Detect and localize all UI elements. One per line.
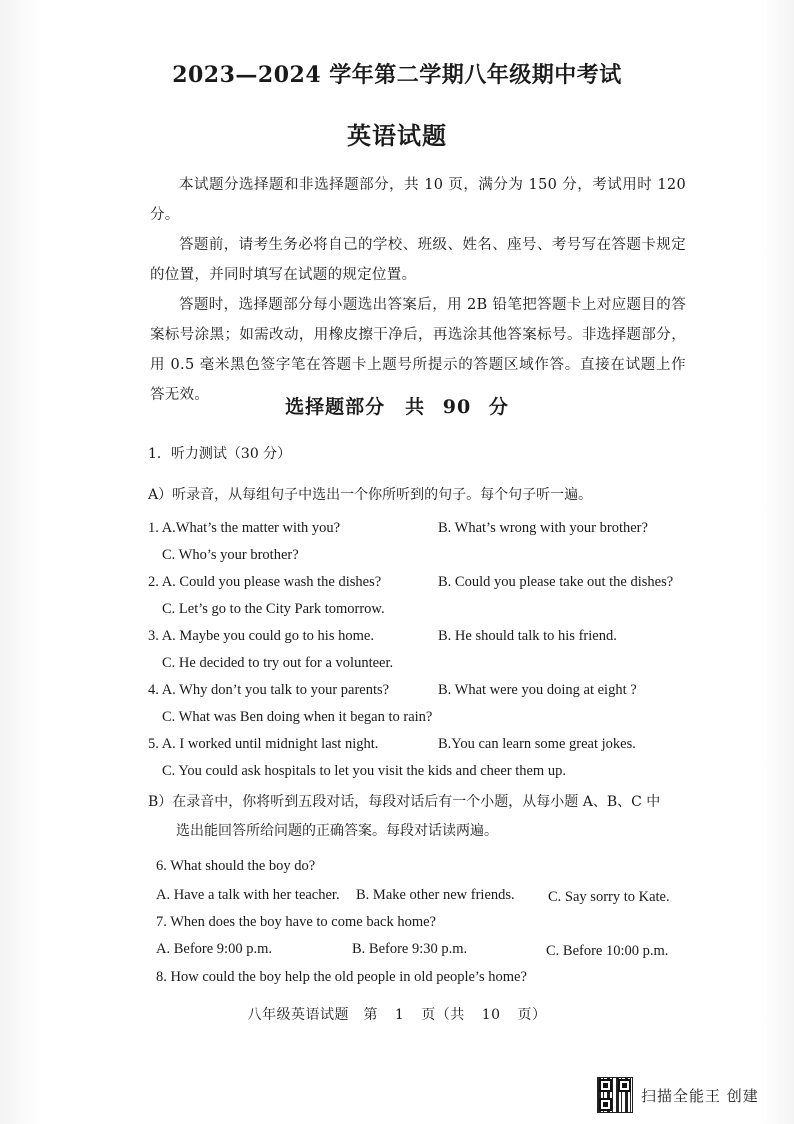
question-4-option-c: C. What was Ben doing when it began to rain? — [162, 709, 433, 725]
question-7-stem: 7. When does the boy have to come back home? — [156, 914, 436, 930]
instruction-paragraph: 答题时，选择题部分每小题选出答案后，用 2B 铅笔把答题卡上对应题目的答案标号涂黑；如需改动，用橡皮擦干净后，再选涂其他答案标号。非选择题部分，用 0.5 毫米黑色签字笔在答题卡上题号所提示的答题区域作答。直接在试题上作答无效。 — [150, 297, 686, 403]
question-5-option-c: C. You could ask hospitals to let you visit the kids and cheer them up. — [162, 763, 566, 779]
part-a-heading: A）听录音，从每组句子中选出一个你所听到的句子。每个句子听一遍。 — [148, 487, 593, 503]
question-7-option-c: C. Before 10:00 p.m. — [546, 943, 669, 959]
question-8-stem: 8. How could the boy help the old people in old people’s home? — [156, 969, 527, 985]
question-6-stem: 6. What should the boy do? — [156, 858, 316, 874]
question-4-option-b: B. What were you doing at eight ? — [438, 682, 637, 698]
exam-title: 2023—2024 学年第二学期八年级期中考试 — [172, 62, 622, 88]
question-5-option-b: B.You can learn some great jokes. — [438, 736, 636, 752]
question-3-option-c: C. He decided to try out for a volunteer. — [162, 655, 394, 671]
page-footer: 八年级英语试题 第 1 页（共 10 页） — [247, 1007, 547, 1023]
section-title: 选择题部分 共 90 分 — [285, 396, 509, 418]
question-2-option-a: 2. A. Could you please wash the dishes? — [148, 574, 382, 590]
question-1-option-a: 1. A.What’s the matter with you? — [148, 520, 341, 536]
part-b-heading-line-1: B）在录音中，你将听到五段对话，每段对话后有一个小题，从每小题 A、B、C 中 — [148, 794, 661, 810]
question-2-option-c: C. Let’s go to the City Park tomorrow. — [162, 601, 385, 617]
question-7-option-b: B. Before 9:30 p.m. — [352, 941, 468, 957]
instructions — [150, 170, 686, 410]
question-3-option-b: B. He should talk to his friend. — [438, 628, 617, 644]
question-6-option-a: A. Have a talk with her teacher. — [156, 887, 340, 903]
question-2-option-b: B. Could you please take out the dishes? — [438, 574, 674, 590]
question-1-option-c: C. Who’s your brother? — [162, 547, 299, 563]
watermark-text: 扫描全能王 创建 — [641, 1086, 759, 1105]
qr-code-icon — [597, 1077, 633, 1113]
question-6-option-b: B. Make other new friends. — [356, 887, 515, 903]
part-b-heading-line-2: 选出能回答所给问题的正确答案。每段对话读两遍。 — [176, 823, 498, 839]
instruction-paragraph: 本试题分选择题和非选择题部分，共 10 页，满分为 150 分，考试用时 120 分。 — [150, 177, 686, 223]
question-1-option-b: B. What’s wrong with your brother? — [438, 520, 648, 536]
instruction-paragraph: 答题前，请考生务必将自己的学校、班级、姓名、座号、考号写在答题卡规定的位置，并同时填写在试题的规定位置。 — [150, 237, 686, 283]
question-5-option-a: 5. A. I worked until midnight last night. — [148, 736, 379, 752]
question-7-option-a: A. Before 9:00 p.m. — [156, 941, 272, 957]
scanner-watermark — [597, 1077, 759, 1113]
question-6-option-c: C. Say sorry to Kate. — [548, 889, 670, 905]
question-4-option-a: 4. A. Why don’t you talk to your parents? — [148, 682, 390, 698]
exam-subject-title: 英语试题 — [347, 121, 447, 150]
question-3-option-a: 3. A. Maybe you could go to his home. — [148, 628, 374, 644]
part-heading: 1．听力测试（30 分） — [148, 446, 292, 462]
